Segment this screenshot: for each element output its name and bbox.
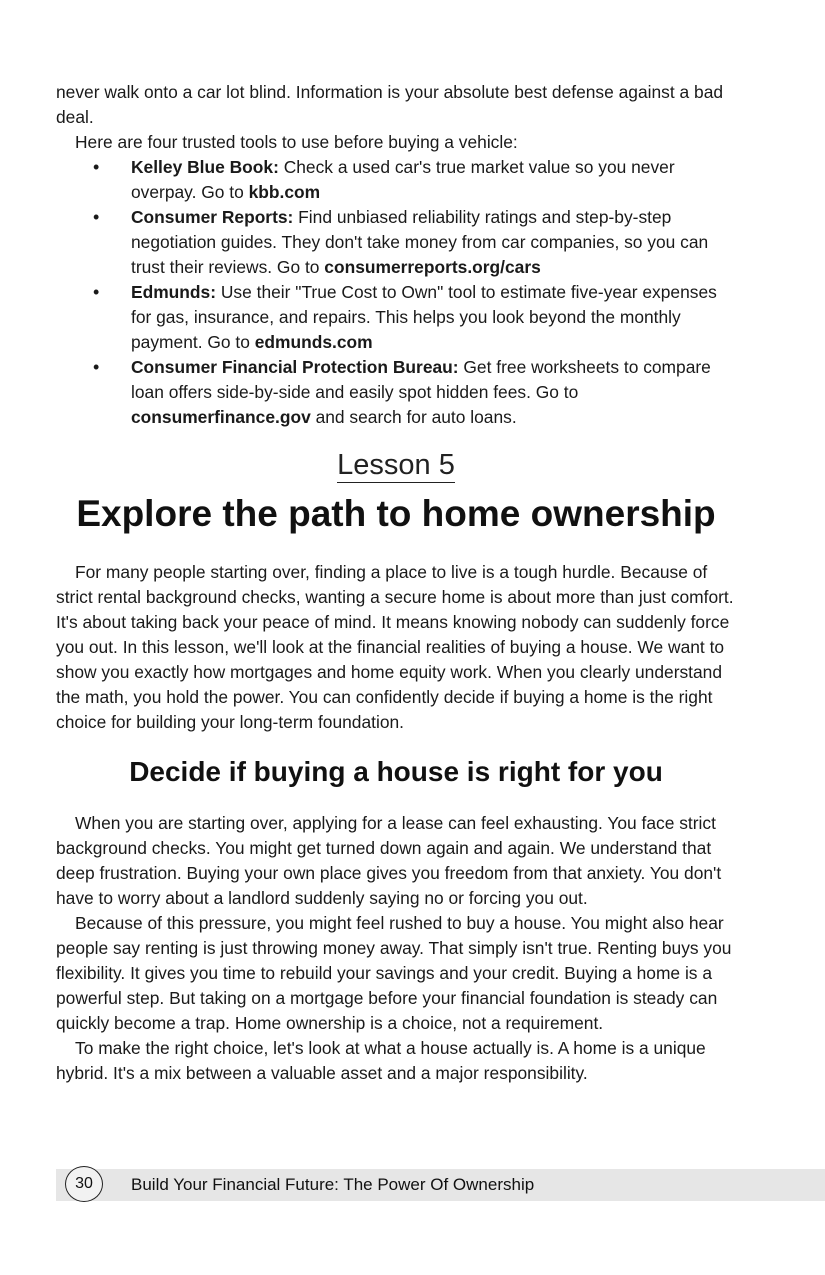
lesson-label	[56, 448, 736, 482]
section-title: Decide if buying a house is right for you	[129, 756, 663, 787]
section-paragraph-2: Because of this pressure, you might feel rushed to buy a house. You might also hear people say renting is just throwing money away. That simply isn't true. Renting buys you flexibility. It gives you time to rebuild your savings and your credit. Buying a home is a powerful step. But taking on a mortgage before your financial foundation is steady can quickly become a trap. Home ownership is a choice, not a requirement.	[56, 913, 732, 1033]
page-content	[56, 80, 736, 1086]
tools-list	[56, 155, 736, 430]
list-item	[131, 280, 736, 355]
continued-paragraph: never walk onto a car lot blind. Information is your absolute best defense against a bad deal.	[56, 82, 724, 127]
tool-after: and search for auto loans.	[310, 407, 517, 427]
page-number: 30	[65, 1166, 103, 1202]
lesson-label-text: Lesson 5	[337, 449, 455, 481]
tool-link: consumerfinance.gov	[131, 407, 311, 427]
tool-link: edmunds.com	[254, 332, 373, 352]
tool-link: consumerreports.org/cars	[324, 257, 541, 277]
list-item	[131, 355, 736, 430]
section-paragraph-3: To make the right choice, let's look at what a house actually is. A home is a unique hybrid. It's a mix between a valuable asset and a major responsibility.	[56, 1038, 706, 1083]
lesson-intro-paragraph: For many people starting over, finding a place to live is a tough hurdle. Because of strict rental background checks, wanting a secure home is about more than just comfort. It's about taking back your peace of mind. It means knowing nobody can suddenly force you out. In this lesson, we'll look at the financial realities of buying a house. We want to show you exactly how mortgages and home equity work. When you clearly understand the math, you hold the power. You can confidently decide if buying a home is the right choice for building your long-term foundation.	[56, 562, 734, 732]
lesson-title: Explore the path to home ownership	[76, 493, 716, 534]
tool-description: Use their "True Cost to Own" tool to estimate five-year expenses for gas, insurance, and repairs. This helps you look beyond the monthly payment. Go to	[131, 282, 717, 352]
tool-description: Check a used car's true market value so you never overpay. Go to	[131, 157, 675, 202]
tool-description: Get free worksheets to compare loan offers side-by-side and easily spot hidden fees. Go to	[131, 357, 711, 402]
page-footer	[56, 1169, 825, 1201]
tool-name: Consumer Reports:	[131, 207, 294, 227]
tool-name: Kelley Blue Book:	[131, 157, 279, 177]
footer-book-title: Build Your Financial Future: The Power Of Ownership	[131, 1175, 535, 1194]
tools-lead-paragraph: Here are four trusted tools to use before buying a vehicle:	[75, 132, 518, 152]
tool-link: kbb.com	[248, 182, 321, 202]
section-paragraph-1: When you are starting over, applying for a lease can feel exhausting. You face strict background checks. You might get turned down again and again. We understand that deep frustration. Buying your own place gives you freedom from that anxiety. You don't have to worry about a landlord suddenly saying no or forcing you out.	[56, 813, 722, 908]
list-item	[131, 155, 736, 205]
tool-description: Find unbiased reliability ratings and step-by-step negotiation guides. They don't take money from car companies, so you can trust their reviews. Go to	[131, 207, 709, 277]
list-item	[131, 205, 736, 280]
tool-name: Edmunds:	[131, 282, 217, 302]
tool-name: Consumer Financial Protection Bureau:	[131, 357, 459, 377]
